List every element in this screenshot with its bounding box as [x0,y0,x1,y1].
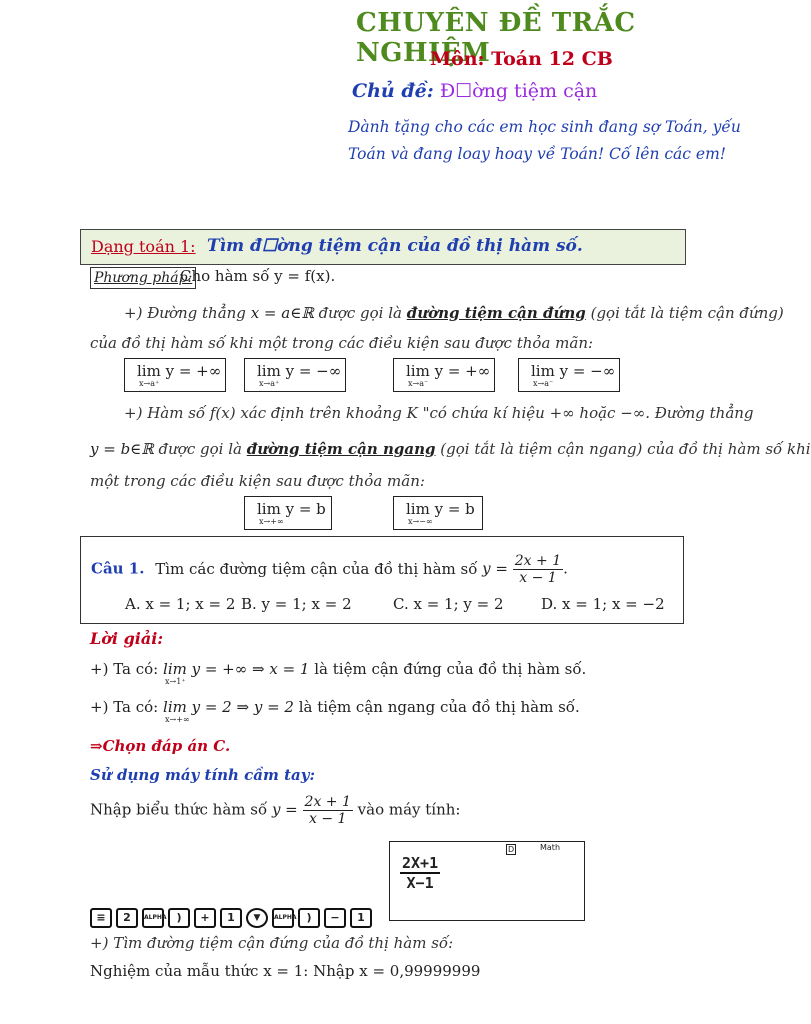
solution-line-1-suffix: là tiệm cận đứng của đồ thị hàm số. [314,660,587,678]
dedication [348,114,748,168]
solution-line-2-sub: x→+∞ [165,715,190,724]
vert-text-c: được gọi là [318,304,402,322]
horizontal-definition-line-2 [90,440,811,458]
vert-text-d: (gọi tắt là tiệm cận đứng) [590,304,784,322]
limit-expr: lim y = +∞ [406,362,491,380]
vertical-find-line: +) Tìm đường tiệm cận đứng của đồ thị hàm số: [90,934,454,952]
limit-sub: x→a⁺ [139,379,160,388]
key-alpha: ALPHA [142,908,164,928]
solution-line-1-prefix: +) Ta có: [90,660,159,678]
question-box [80,536,684,624]
horizontal-definition-line-1: +) Hàm số f(x) xác định trên khoảng K "có chứa kí hiệu +∞ hoặc −∞. Đường thẳng [124,404,754,422]
calculator-screen [389,841,585,921]
key-2: 2 [116,908,138,928]
vertical-asymptote-term: đường tiệm cận đứng [406,304,586,322]
solution-line-1 [90,660,587,686]
question-label: Câu 1. [91,559,145,578]
screen-numerator: 2X+1 [402,854,439,872]
dedication-line-2: Toán và đang loay hoay về Toán! Cố lên các em! [348,145,726,163]
calculator-label: Sử dụng máy tính cầm tay: [90,766,316,784]
limit-expr: lim y = −∞ [531,362,616,380]
subject-line: Môn: Toán 12 CB [430,48,613,70]
limit-sub: x→a⁺ [259,379,280,388]
topic-value: Đ☐ờng tiệm cận [439,80,598,102]
key-minus: − [324,908,346,928]
horiz-text-b: được gọi là [158,440,242,458]
key-alpha: ALPHA [272,908,294,928]
fraction-denominator: x − 1 [308,811,347,827]
key-sequence [90,907,376,928]
key-1: 1 [220,908,242,928]
input-func-lhs: y = [271,800,298,819]
limit-box [393,496,483,530]
horiz-text-c: (gọi tắt là tiệm cận ngang) của đồ thị hàm số khi [440,440,811,458]
limit-box [124,358,226,392]
input-text-b: vào máy tính: [357,800,461,819]
section-type-title: Tìm đ☐ờng tiệm cận của đồ thị hàm số. [207,236,583,256]
solution-line-2-suffix: là tiệm cận ngang của đồ thị hàm số. [298,698,580,716]
method-text: Cho hàm số y = f(x). [180,267,336,285]
vertical-definition-line-2: của đồ thị hàm số khi một trong các điều kiện sau được thỏa mãn: [90,334,594,352]
topic-label: Chủ đề: [352,80,434,102]
fraction-denominator: x − 1 [519,570,557,586]
limit-box [244,358,346,392]
section-type-box [80,229,686,265]
method-label: Phương pháp: [90,267,196,289]
solution-line-1-sub: x→1⁺ [165,677,186,686]
solution-line-2 [90,698,580,724]
limit-sub: x→a⁻ [408,379,429,388]
vert-expr: x = a∈ℝ [250,304,314,322]
screen-denominator: X−1 [406,874,434,892]
screen-mode: Math [540,843,561,852]
limit-expr: lim y = b [406,500,475,518]
limit-expr: lim y = −∞ [257,362,342,380]
key-down-arrow-icon: ▼ [246,908,268,928]
solution-line-2-limit: lim y = 2 ⇒ y = 2 [163,698,294,716]
dedication-line-1: Dành tặng cho các em học sinh đang sợ Toán, yếu [348,118,741,136]
answer-option-a[interactable]: A. x = 1; x = 2 [125,595,236,613]
solution-label: Lời giải: [90,629,164,648]
document-title: CHUYÊN ĐỀ TRẮC NGHIỆM [356,8,636,68]
limit-box [518,358,620,392]
fraction-numerator: 2x + 1 [304,794,351,810]
denominator-root-line: Nghiệm của mẫu thức x = 1: Nhập x = 0,99999999 [90,962,481,980]
key-paren-close: ) [168,908,190,928]
key-1: 1 [350,908,372,928]
topic-line [352,80,597,102]
section-type-label: Dạng toán 1: [91,237,196,256]
question-line: Câu 1. Tìm các đường tiệm cận của đồ thị hàm số y = $\frac{2x + 1}{x - 1}$ . [91,553,568,586]
limit-box [244,496,332,530]
key-plus: + [194,908,216,928]
question-fraction [513,553,563,586]
answer-option-b[interactable]: B. y = 1; x = 2 [241,595,352,613]
fraction-numerator: 2x + 1 [514,553,562,569]
limit-sub: x→−∞ [408,517,433,526]
vertical-definition-line-1 [124,304,784,322]
vert-text-a: +) Đường thẳng [124,304,246,322]
key-paren-close: ) [298,908,320,928]
input-fraction [303,794,353,827]
solution-line-2-prefix: +) Ta có: [90,698,159,716]
answer-option-c[interactable]: C. x = 1; y = 2 [393,595,504,613]
question-text: Tìm các đường tiệm cận của đồ thị hàm số [155,559,478,578]
horizontal-asymptote-term: đường tiệm cận ngang [246,440,436,458]
question-func-lhs: y = [482,559,508,578]
limit-expr: lim y = b [257,500,326,518]
limit-expr: lim y = +∞ [137,362,222,380]
horizontal-definition-line-3: một trong các điều kiện sau được thỏa mãn: [90,472,425,490]
screen-flag-icon: D [508,845,515,854]
answer-option-d[interactable]: D. x = 1; x = −2 [541,595,665,613]
answer-choice: ⇒Chọn đáp án C. [90,737,231,755]
calculator-input-line [90,794,460,827]
limit-sub: x→a⁻ [533,379,554,388]
solution-line-1-limit: lim y = +∞ ⇒ x = 1 [163,660,310,678]
key-equals-icon: ≡ [90,908,112,928]
input-text-a: Nhập biểu thức hàm số [90,800,268,819]
limit-sub: x→+∞ [259,517,284,526]
screen-fraction [400,854,440,892]
horiz-expr: y = b∈ℝ [90,440,154,458]
limit-box [393,358,495,392]
